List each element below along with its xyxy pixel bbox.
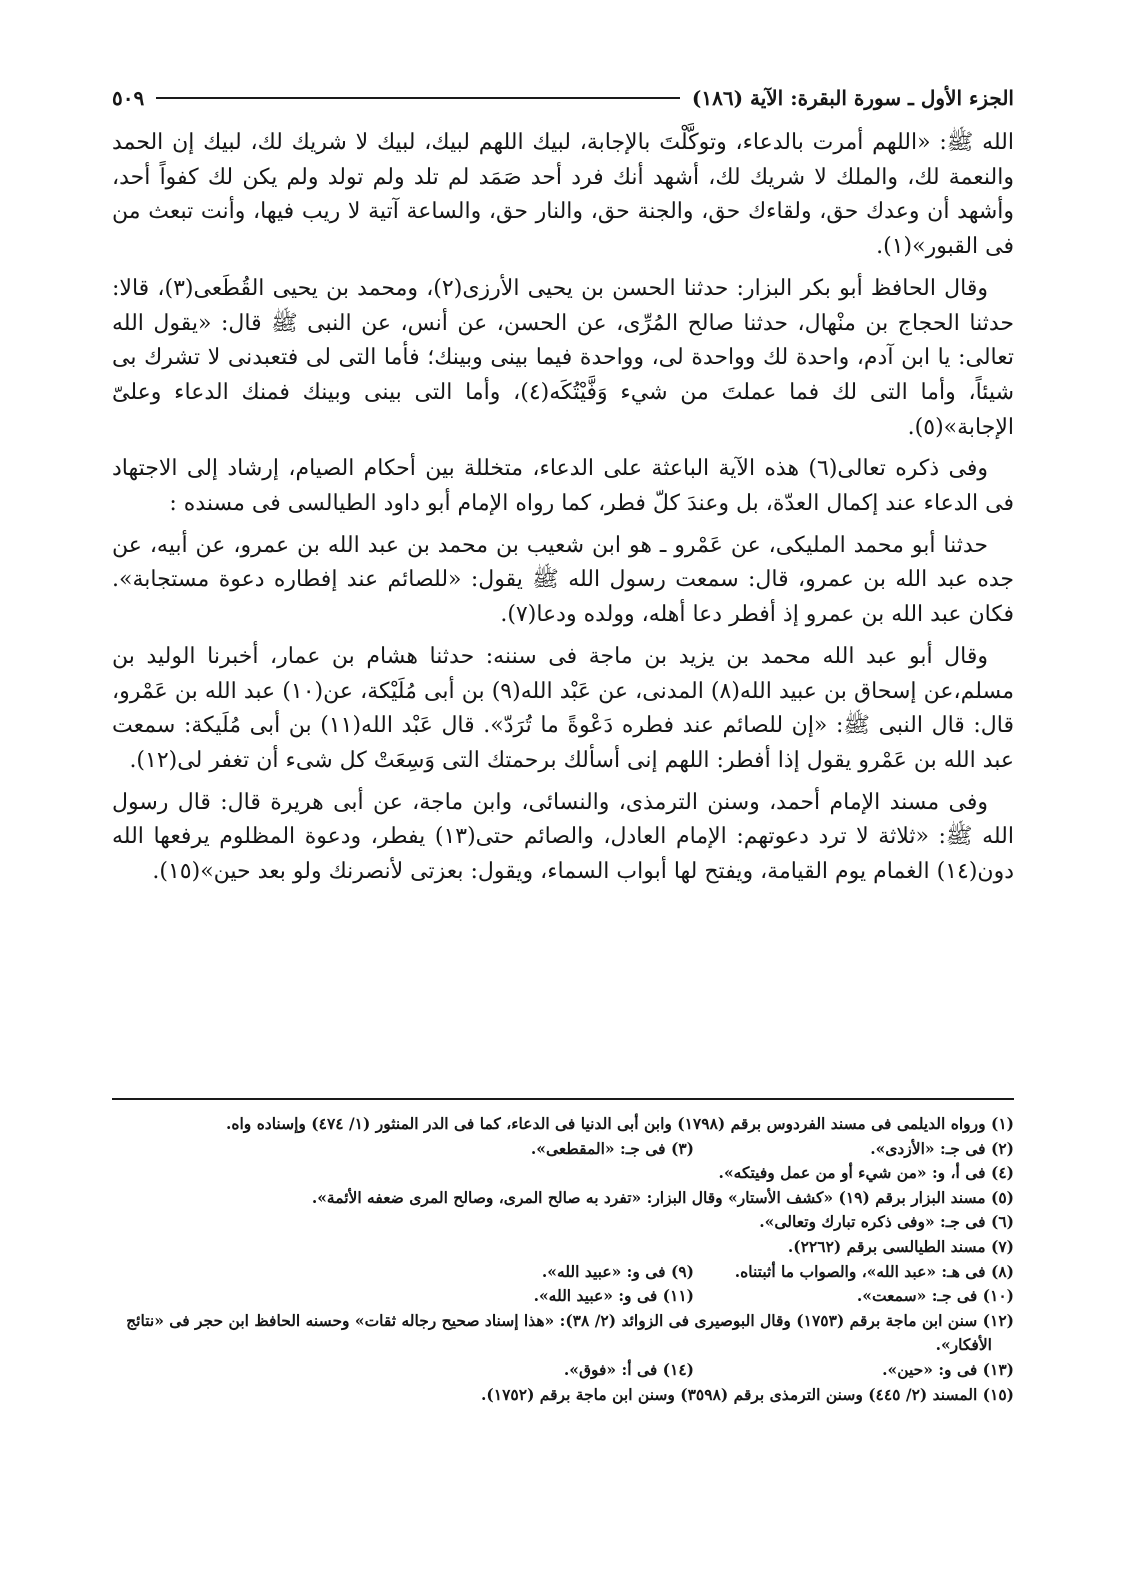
paragraph: وقال الحافظ أبو بكر البزار: حدثنا الحسن بن يحيى الأرزى(٢)، ومحمد بن يحيى القُطَعى(٣)، قالا: حدثنا الحجاج بن منْهال، حدثنا صالح المُرِّى، عن الحسن، عن أنس، عن النبى ﷺ قال: «يقول الله تعالى: يا ابن آدم، واحدة لك وواحدة لى، وواحدة فيما بينى وبينك؛ فأما التى لى فتعبدنى لا تشرك بى شيئاً، وأما التى لك فما عملتَ من شيء وَفَّيْتُكَه(٤)، وأما التى بينى وبينك فمنك الدعاء وعلىّ الإجابة»(٥). xyxy=(112,275,1015,440)
footnote-separator xyxy=(112,1098,1014,1100)
paragraph: وفى مسند الإمام أحمد، وسنن الترمذى، والنسائى، وابن ماجة، عن أبى هريرة قال: قال رسول الله ﷺ: «ثلاثة لا ترد دعوتهم: الإمام العادل، والصائم حتى(١٣) يفطر، ودعوة المظلوم يرفعها الله دون(١٤) الغمام يوم القيامة، ويفتح لها أبواب السماء، ويقول: بعزتى لأنصرنك ولو بعد حين»(١٥). xyxy=(112,789,1014,885)
footnote: (١٥) المسند (٢/ ٤٤٥) وسنن الترمذى برقم (٣٥٩٨) وسنن ابن ماجة برقم (١٧٥٢). xyxy=(481,1384,1014,1404)
paragraph: وفى ذكره تعالى(٦) هذه الآية الباعثة على الدعاء، متخللة بين أحكام الصيام، إرشاد إلى الاجتهاد فى الدعاء عند إكمال العدّة، بل وعندَ كلّ فطر، كما رواه الإمام أبو داود الطيالسى فى مسنده : xyxy=(112,456,1014,517)
footnotes xyxy=(112,1112,1014,1407)
footnote-row xyxy=(112,1284,1014,1309)
footnote: (١١) فى و: «عبيد الله». xyxy=(533,1286,694,1306)
footnote-row xyxy=(112,1358,1014,1383)
page-number: ٥٠٩ xyxy=(112,86,145,110)
footnote: (٢) فى جـ: «الأزدى». xyxy=(870,1138,1014,1158)
header-rule xyxy=(156,97,680,99)
footnote-row xyxy=(112,1137,1014,1162)
footnote: (١) ورواه الديلمى فى مسند الفردوس برقم (١٧٩٨) وابن أبى الدنيا فى الدعاء، كما فى الدر المنثور (١/ ٤٧٤) وإسناده واه. xyxy=(225,1114,1014,1133)
paragraph: حدثنا أبو محمد المليكى، عن عَمْرو ـ هو ابن شعيب بن محمد بن عبد الله بن عمرو، عن أبيه، عن جده عبد الله بن عمرو، قال: سمعت رسول الله ﷺ يقول: «للصائم عند إفطاره دعوة مستجابة». فكان عبد الله بن عمرو إذ أفطر دعا أهله، وولده ودعا(٧). xyxy=(112,532,1014,628)
footnote: (٦) فى جـ: «وفى ذكره تبارك وتعالى». xyxy=(759,1212,1014,1232)
footnote: (١٤) فى أ: «فوق». xyxy=(563,1359,694,1379)
footnote: (٧) مسند الطيالسى برقم (٢٢٦٢). xyxy=(787,1236,1014,1256)
footnote: (٣) فى جـ: «المقطعى». xyxy=(530,1138,694,1158)
running-title: الجزء الأول ـ سورة البقرة: الآية (١٨٦) xyxy=(691,86,1014,110)
main-text xyxy=(112,126,1014,897)
footnote-row xyxy=(112,1260,1014,1285)
paragraph: الله ﷺ: «اللهم أمرت بالدعاء، وتوكَّلْتَ بالإجابة، لبيك اللهم لبيك، لبيك لا شريك لك، لبيك إن الحمد والنعمة لك، والملك لا شريك لك، أشهد أنك فرد أحد صَمَد لم تلد ولم تولد ولم يكن لك كفواً أحد، وأشهد أن وعدك حق، ولقاءك حق، والجنة حق، والنار حق، والساعة آتية لا ريب فيها، وأنت تبعث من فى القبور»(١). xyxy=(112,130,1014,260)
footnote: (٩) فى و: «عبيد الله». xyxy=(541,1261,694,1281)
footnote: (٥) مسند البزار برقم (١٩) «كشف الأستار» وقال البزار: «تفرد به صالح المرى، وصالح المرى ضعفه الأئمة». xyxy=(311,1187,1014,1207)
footnote: (٨) فى هـ: «عبد الله»، والصواب ما أثبتناه. xyxy=(734,1261,1014,1281)
page-header xyxy=(112,78,1014,118)
footnote: (١٠) فى جـ: «سمعت». xyxy=(856,1286,1014,1306)
footnote: (١٢) سنن ابن ماجة برقم (١٧٥٣) وقال البوصيرى فى الزوائد (٢/ ٣٨): «هذا إسناد صحيح رجاله ثقات» وحسنه الحافظ ابن حجر فى «نتائج الأفكار». xyxy=(126,1310,1014,1355)
footnote: (١٣) فى و: «حين». xyxy=(882,1359,1014,1379)
footnote: (٤) فى أ، و: «من شيء أو من عمل وفيتكه». xyxy=(718,1163,1014,1183)
paragraph: وقال أبو عبد الله محمد بن يزيد بن ماجة فى سننه: حدثنا هشام بن عمار، أخبرنا الوليد بن مسلم،عن إسحاق بن عبيد الله(٨) المدنى، عن عَبْد الله(٩) بن أبى مُلَيْكة، عن(١٠) عبد الله بن عَمْرو، قال: قال النبى ﷺ: «إن للصائم عند فطره دَعْوةً ما تُرَدّ». قال عَبْد الله(١١) بن أبى مُلَيكة: سمعت عبد الله بن عَمْرو يقول إذا أفطر: اللهم إنى أسألك برحمتك التى وَسِعَتْ كل شىء أن تغفر لى(١٢). xyxy=(112,643,1014,773)
